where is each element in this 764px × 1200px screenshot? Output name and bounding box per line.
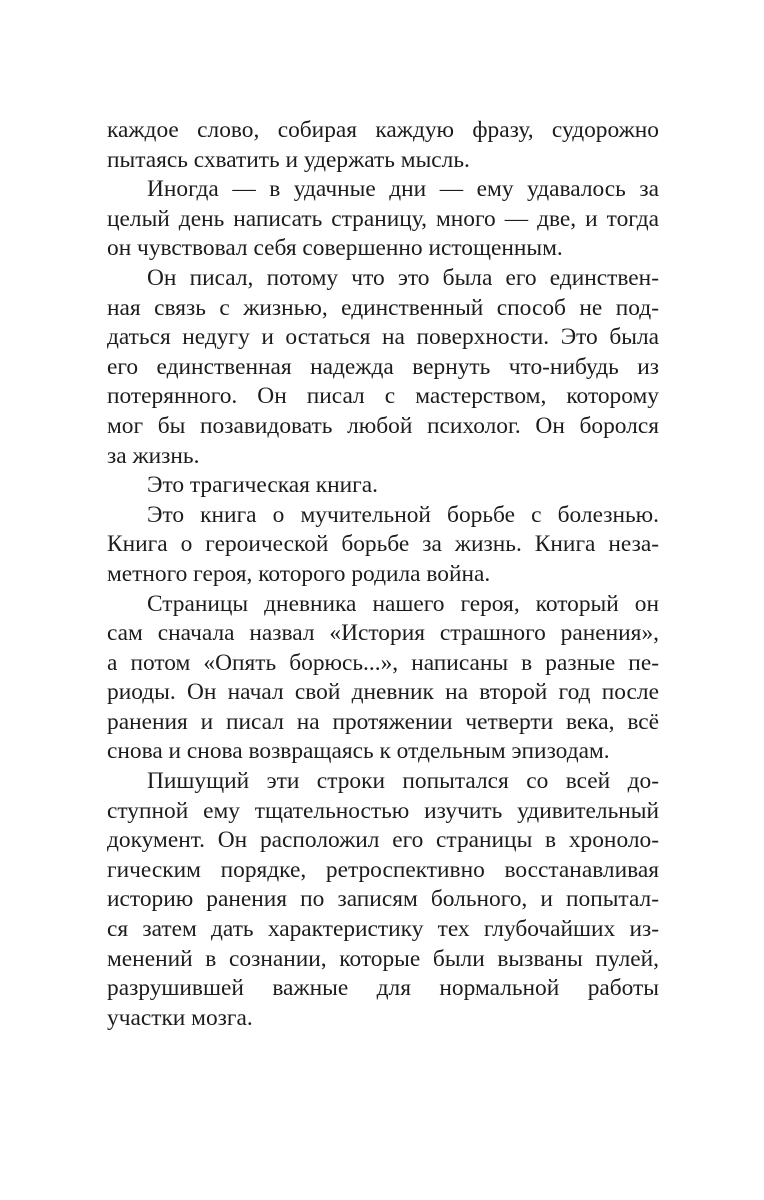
text-line: гическим порядке, ретроспективно восстанавливая: [107, 856, 659, 883]
text-line: даться недугу и остаться на поверхности. Это была: [107, 324, 659, 351]
text-line: ранения и писал на протяжении четверти века, всё: [107, 708, 659, 735]
text-line: мог бы позавидовать любой психолог. Он боролся: [107, 412, 659, 439]
text-line: пытаясь схватить и удержать мысль.: [107, 146, 470, 173]
text-line: ся затем дать характеристику тех глубочайших из-: [107, 916, 659, 943]
paragraph: [107, 175, 659, 264]
text-line: документ. Он расположил его страницы в хроноло-: [107, 827, 659, 854]
paragraph: [107, 767, 659, 1033]
text-line: а потом «Опять борюсь...», написаны в разные пе-: [107, 649, 659, 676]
text-line: его единственная надежда вернуть что-нибудь из: [107, 353, 659, 380]
text-line: Книга о героической борьбе за жизнь. Книга неза-: [107, 531, 659, 558]
text-line: историю ранения по записям больного, и попытал-: [107, 886, 659, 913]
text-line: разрушившей важные для нормальной работы: [107, 975, 659, 1002]
body-text: [107, 116, 659, 1033]
text-line: целый день написать страницу, много — две, и тогда: [107, 205, 659, 232]
text-line: Страницы дневника нашего героя, который он: [147, 590, 659, 617]
text-line: за жизнь.: [107, 442, 200, 469]
text-line: потерянного. Он писал с мастерством, которому: [107, 383, 659, 410]
text-line: ная связь с жизнью, единственный способ не под-: [107, 294, 659, 321]
text-line: менений в сознании, которые были вызваны пулей,: [107, 945, 659, 972]
text-line: участки мозга.: [107, 1004, 253, 1031]
text-line: риоды. Он начал свой дневник на второй год после: [107, 679, 659, 706]
text-line: Он писал, потому что это была его единствен-: [147, 264, 659, 291]
paragraph: [107, 116, 659, 175]
text-line: он чувствовал себя совершенно истощенным.: [107, 235, 563, 262]
text-line: Пишущий эти строки попытался со всей до-: [147, 768, 659, 795]
paragraph: [107, 264, 659, 471]
text-line: метного героя, которого родила война.: [107, 560, 491, 587]
text-line: Это трагическая книга.: [147, 472, 378, 499]
paragraph: [107, 590, 659, 768]
paragraph: [107, 501, 659, 590]
text-line: сам сначала назвал «История страшного ранения»,: [107, 620, 659, 647]
text-line: Иногда — в удачные дни — ему удавалось за: [147, 176, 659, 203]
text-line: снова и снова возвращаясь к отдельным эпизодам.: [107, 738, 610, 765]
text-line: каждое слово, собирая каждую фразу, судорожно: [107, 117, 659, 143]
text-line: Это книга о мучительной борьбе с болезнью.: [147, 501, 659, 528]
text-line: ступной ему тщательностью изучить удивительный: [107, 797, 659, 824]
paragraph: [107, 471, 659, 501]
